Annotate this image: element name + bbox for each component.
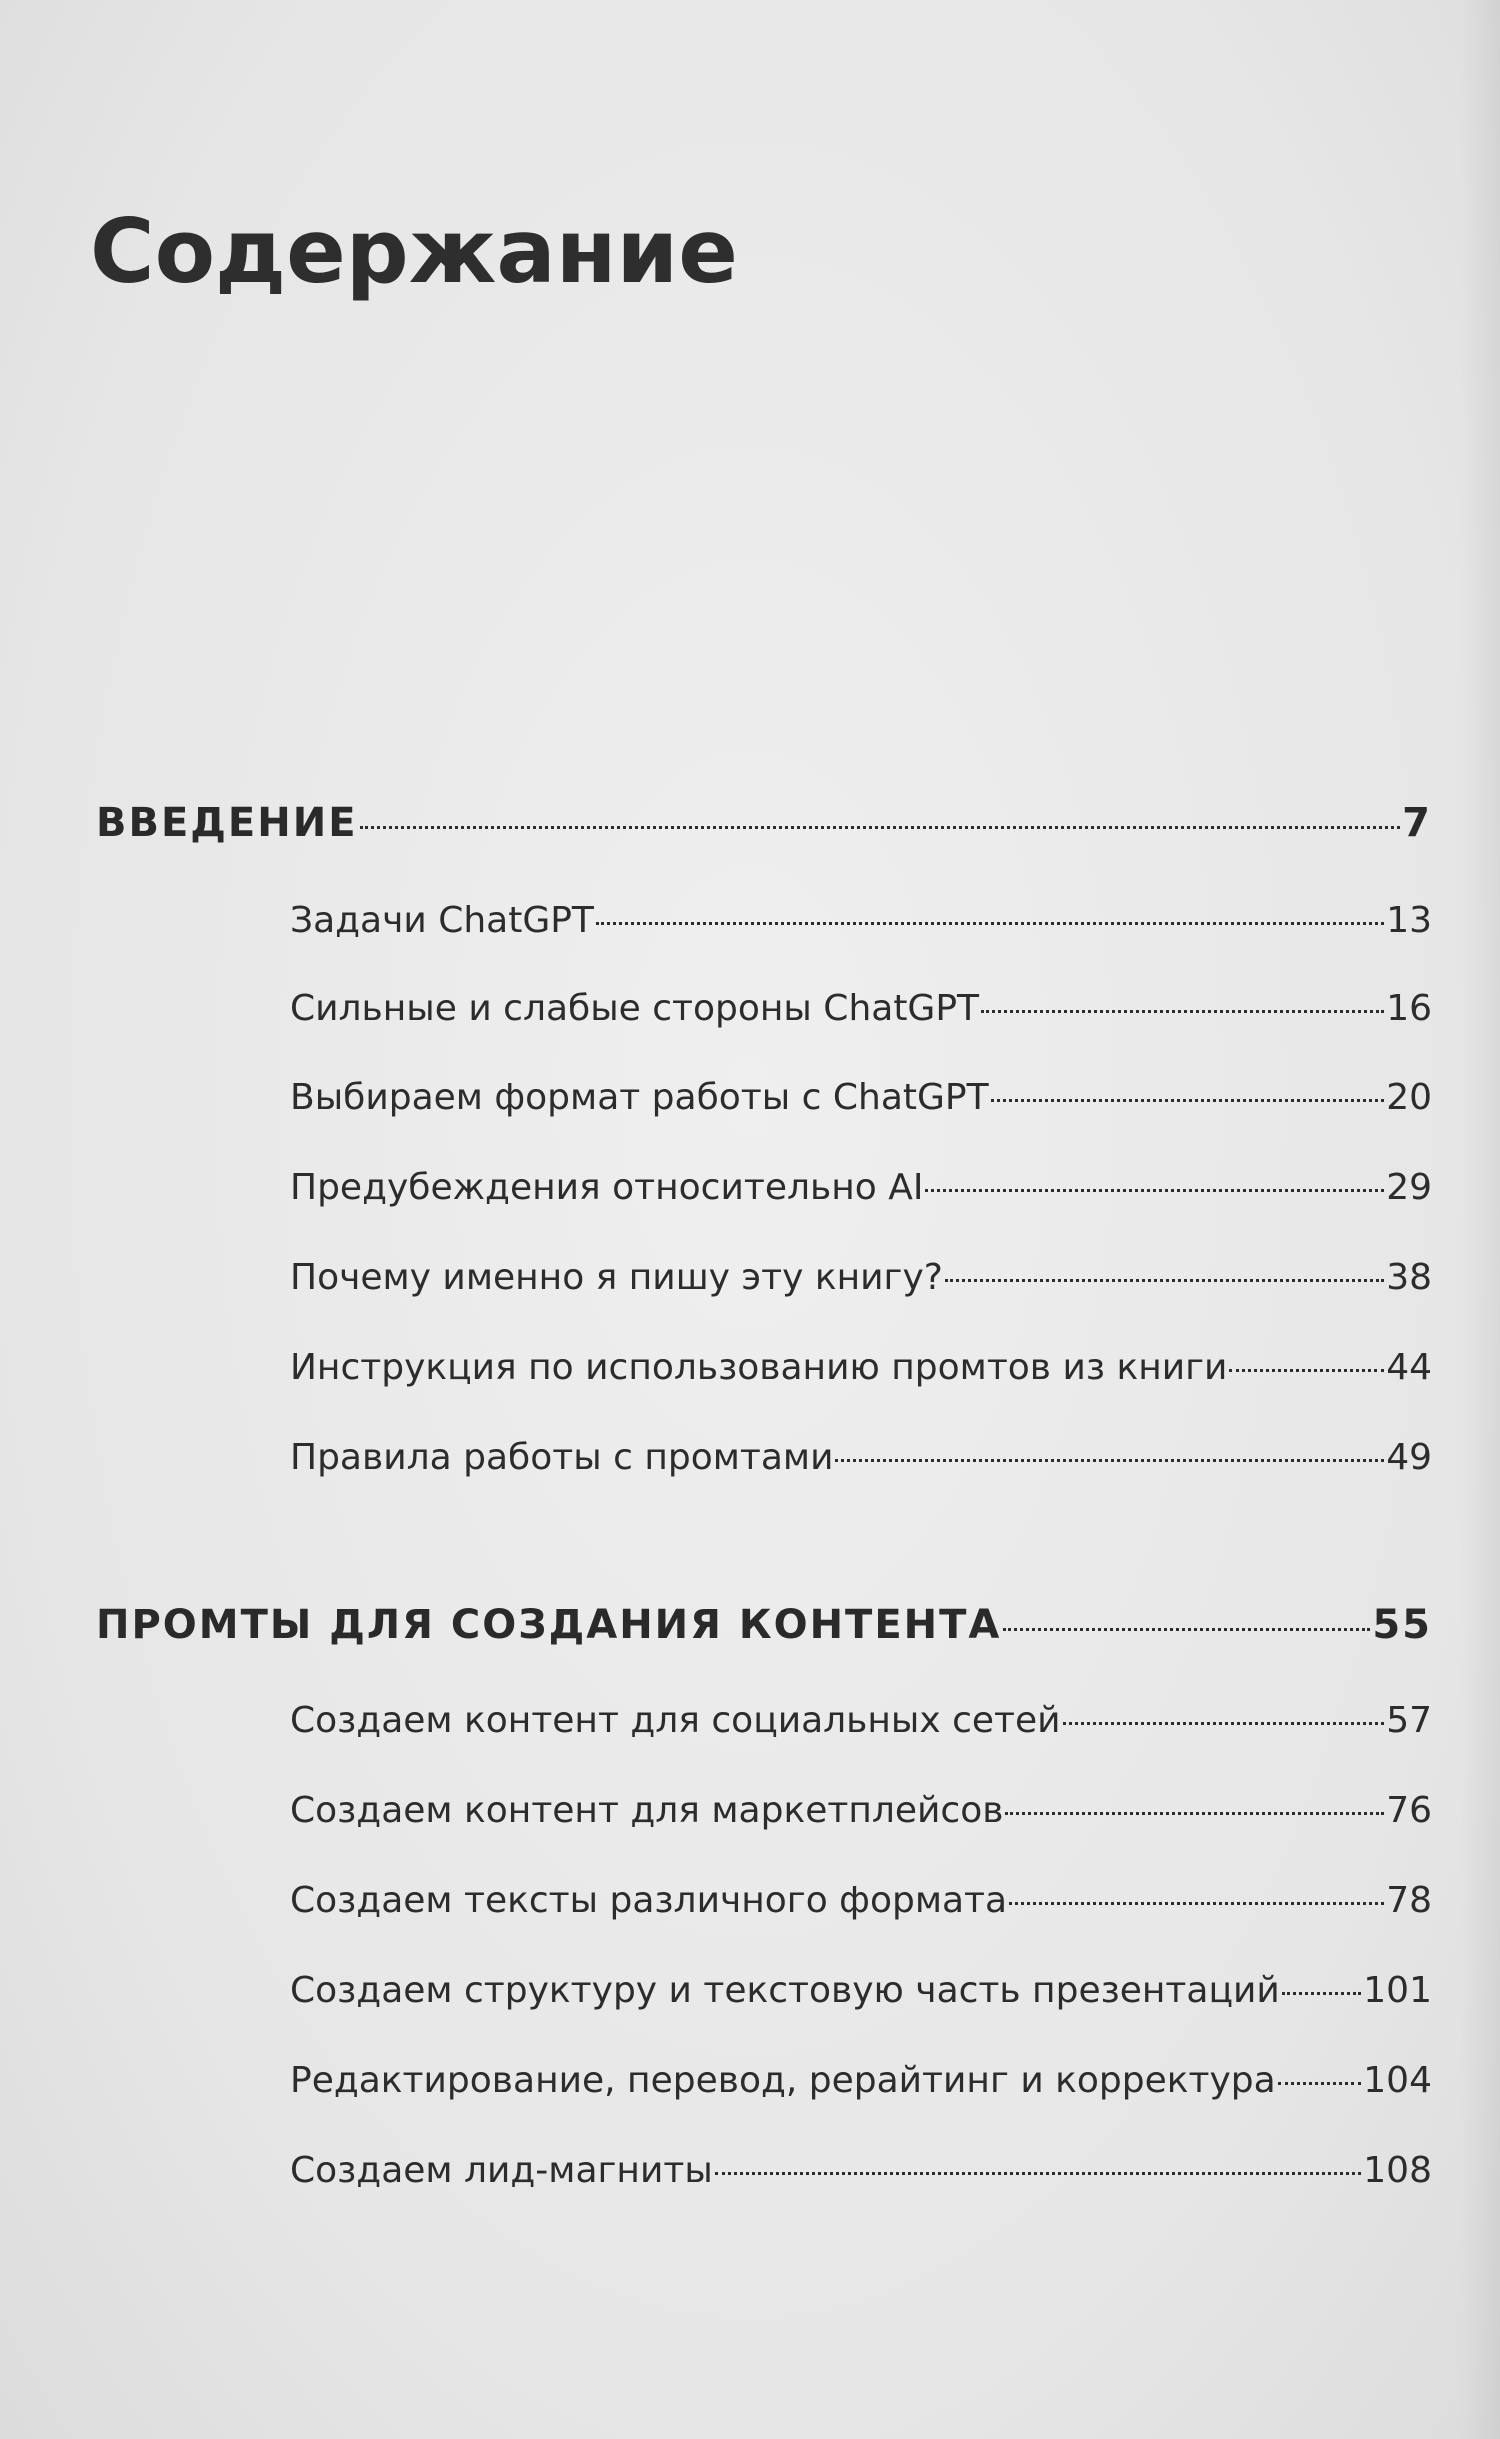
toc-page-number: 44 <box>1386 1347 1432 1388</box>
toc-leader-dots <box>925 1189 1384 1192</box>
toc-entry[interactable] <box>290 1167 1432 1208</box>
toc-entry-label: Создаем тексты различного формата <box>290 1880 1008 1921</box>
toc-entry-label: ВВЕДЕНИЕ <box>96 800 358 846</box>
toc-section-introduction[interactable] <box>96 800 1432 846</box>
toc-entry-label: Почему именно я пишу эту книгу? <box>290 1257 943 1298</box>
toc-entry[interactable] <box>290 1257 1432 1298</box>
toc-entry[interactable] <box>290 1347 1432 1388</box>
toc-entry[interactable] <box>290 2060 1432 2101</box>
toc-entry-label: Создаем структуру и текстовую часть презентаций <box>290 1970 1280 2011</box>
toc-page-number: 20 <box>1386 1077 1432 1118</box>
toc-entry[interactable] <box>290 988 1432 1029</box>
toc-leader-dots <box>1229 1369 1384 1372</box>
toc-page-number: 38 <box>1386 1257 1432 1298</box>
toc-page-number: 101 <box>1363 1970 1432 2011</box>
toc-leader-dots <box>1005 1812 1384 1815</box>
toc-page-number: 13 <box>1386 900 1432 941</box>
toc-page-number: 7 <box>1402 800 1432 846</box>
toc-page-number: 78 <box>1386 1880 1432 1921</box>
toc-entry-label: Создаем контент для социальных сетей <box>290 1700 1061 1741</box>
toc-entry[interactable] <box>290 1790 1432 1831</box>
toc-entry-label: Создаем контент для маркетплейсов <box>290 1790 1004 1831</box>
toc-page-number: 57 <box>1386 1700 1432 1741</box>
toc-leader-dots <box>1003 1628 1370 1631</box>
toc-leader-dots <box>1063 1722 1385 1725</box>
toc-page-number: 55 <box>1372 1602 1432 1648</box>
toc-entry[interactable] <box>290 1880 1432 1921</box>
toc-page-number: 104 <box>1363 2060 1432 2101</box>
page-title: Содержание <box>90 200 738 303</box>
toc-entry-label: Инструкция по использованию промтов из книги <box>290 1347 1228 1388</box>
toc-page-number: 49 <box>1386 1437 1432 1478</box>
toc-leader-dots <box>835 1459 1384 1462</box>
toc-entry[interactable] <box>290 900 1432 941</box>
toc-section-content-prompts[interactable] <box>96 1602 1432 1648</box>
toc-entry-label: Редактирование, перевод, рерайтинг и корректура <box>290 2060 1276 2101</box>
toc-leader-dots <box>1282 1992 1362 1995</box>
toc-entry-label: Выбираем формат работы с ChatGPT <box>290 1077 989 1118</box>
toc-entry-label: Сильные и слабые стороны ChatGPT <box>290 988 980 1029</box>
toc-entry[interactable] <box>290 1437 1432 1478</box>
toc-leader-dots <box>360 826 1401 829</box>
toc-leader-dots <box>945 1279 1384 1282</box>
toc-entry[interactable] <box>290 1077 1432 1118</box>
toc-entry[interactable] <box>290 1970 1432 2011</box>
toc-entry-label: Создаем лид-магниты <box>290 2150 713 2191</box>
toc-entry-label: Правила работы с промтами <box>290 1437 834 1478</box>
toc-leader-dots <box>991 1099 1385 1102</box>
toc-page-number: 108 <box>1363 2150 1432 2191</box>
toc-entry-label: Предубеждения относительно AI <box>290 1167 924 1208</box>
toc-leader-dots <box>1278 2082 1362 2085</box>
toc-entry-label: Задачи ChatGPT <box>290 900 594 941</box>
page-edge-shadow <box>1460 0 1500 2439</box>
toc-entry[interactable] <box>290 1700 1432 1741</box>
toc-leader-dots <box>715 2172 1362 2175</box>
toc-page-number: 29 <box>1386 1167 1432 1208</box>
toc-leader-dots <box>981 1010 1384 1013</box>
toc-entry[interactable] <box>290 2150 1432 2191</box>
toc-entry-label: ПРОМТЫ ДЛЯ СОЗДАНИЯ КОНТЕНТА <box>96 1602 1002 1648</box>
toc-leader-dots <box>596 922 1384 925</box>
toc-page-number: 16 <box>1386 988 1432 1029</box>
toc-leader-dots <box>1009 1902 1384 1905</box>
toc-page-number: 76 <box>1386 1790 1432 1831</box>
